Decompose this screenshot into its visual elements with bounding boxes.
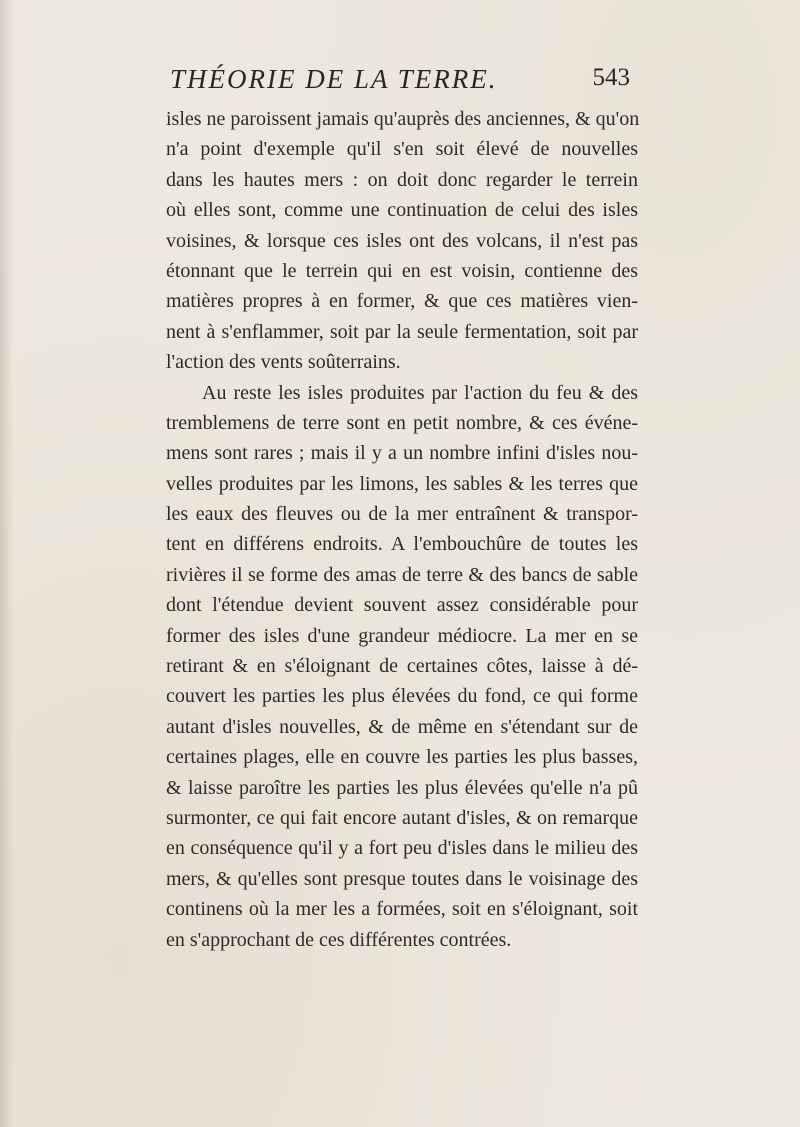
page-number: 543 [592,64,630,91]
text-line: étonnant que le terrein qui en est voisin, contienne des [166,259,638,282]
text-line: matières propres à en former, & que ces matières vien- [166,290,638,313]
text-line: en conséquence qu'il y a fort peu d'isles dans le milieu des [166,837,638,860]
page-header [170,64,630,104]
text-line: surmonter, ce qui fait encore autant d'isles, & on remarque [166,806,638,829]
text-line: rivières il se forme des amas de terre & des bancs de sable [166,563,638,586]
text-line: continens où la mer les a formées, soit en s'éloignant, soit [166,898,638,921]
text-line: former des isles d'une grandeur médiocre. La mer en se [166,624,638,647]
text-line: tent en différens endroits. A l'embouchûre de toutes les [166,533,638,556]
text-line: dans les hautes mers : on doit donc regarder le terrein [166,168,638,191]
text-line: velles produites par les limons, les sables & les terres que [166,472,638,495]
text-line: mens sont rares ; mais il y a un nombre infini d'isles nou- [166,442,638,465]
text-line: mers, & qu'elles sont presque toutes dans le voisinage des [166,867,638,890]
text-line: tremblemens de terre sont en petit nombre, & ces événe- [166,411,638,434]
text-line: en s'approchant de ces différentes contrées. [166,928,512,951]
text-line: autant d'isles nouvelles, & de même en s'étendant sur de [166,715,638,738]
text-line: nent à s'enflammer, soit par la seule fermentation, soit par [166,320,638,343]
running-title: THÉORIE DE LA TERRE. [170,64,498,94]
text-line: & laisse paroître les parties les plus élevées qu'elle n'a pû [166,776,638,799]
text-line: isles ne paroissent jamais qu'auprès des anciennes, & qu'on [166,108,640,130]
text-line: où elles sont, comme une continuation de celui des isles [166,199,638,222]
text-line: voisines, & lorsque ces isles ont des volcans, il n'est pas [166,229,638,252]
text-line: Au reste les isles produites par l'action du feu & des [202,381,638,404]
page-gutter-shadow [0,0,14,1127]
text-line: retirant & en s'éloignant de certaines côtes, laisse à dé- [166,655,638,678]
text-line: n'a point d'exemple qu'il s'en soit élevé de nouvelles [166,138,638,161]
text-line: les eaux des fleuves ou de la mer entraînent & transpor- [166,503,638,526]
body-text [166,104,638,955]
text-line: certaines plages, elle en couvre les parties les plus basses, [166,746,638,769]
text-line: l'action des vents soûterrains. [166,351,401,374]
text-line: couvert les parties les plus élevées du fond, ce qui forme [166,685,638,708]
text-line: dont l'étendue devient souvent assez considérable pour [166,594,638,617]
